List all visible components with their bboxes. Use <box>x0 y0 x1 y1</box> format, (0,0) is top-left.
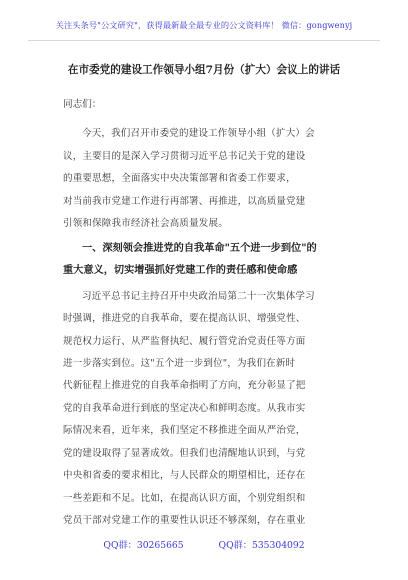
salutation: 同志们： <box>63 99 102 110</box>
paragraph-line: 中央和省委的要求相比，与人民群众的期望相比，还存在 <box>63 470 306 481</box>
paragraph-line: 引领和保障我市经济社会高质量发展。 <box>63 218 228 229</box>
section-heading-line: 重大意义，切实增强抓好党建工作的责任感和使命感 <box>63 264 298 276</box>
footer-qq-group-1: QQ群：30265665 <box>103 540 184 551</box>
paragraph-line: 议，主要目的是深入学习贯彻习近平总书记关于党的建设 <box>63 151 306 162</box>
header-divider <box>28 40 380 41</box>
footer <box>0 537 408 551</box>
paragraph-line: 今天，我们召开市委党的建设工作领导小组（扩大）会 <box>82 128 315 139</box>
paragraph-line: 党员干部对党建工作的重要性认识还不够深刻，存在重业 <box>63 515 306 526</box>
paragraph-line: 进一步落实到位。这"五个进一步到位"，为我们在新时 <box>63 358 296 369</box>
paragraph-line: 党的建设取得了显著成效。但我们也清醒地认识到，与党 <box>63 448 306 459</box>
paragraph-line: 规范权力运行、从严监督执纪、履行管党治党责任等方面 <box>63 336 306 347</box>
paragraph-line: 际情况来看，近年来，我们坚定不移推进全面从严治党， <box>63 425 306 436</box>
document-title: 在市委党的建设工作领导小组7月份（扩大）会议上的讲话 <box>67 64 341 76</box>
paragraph-line: 一些差距和不足。比如，在提高认识方面，个别党组织和 <box>63 493 306 504</box>
section-heading-line: 一、深刻领会推进党的自我革命"五个进一步到位"的 <box>82 242 317 254</box>
paragraph-line: 党的自我革命进行到底的坚定决心和鲜明态度。从我市实 <box>63 403 306 414</box>
paragraph-line: 的重要思想，全面落实中央决策部署和省委工作要求， <box>63 173 296 184</box>
paragraph-line: 代新征程上推进党的自我革命指明了方向，充分彰显了把 <box>63 380 306 391</box>
paragraph-line: 时强调，推进党的自我革命，要在提高认识、增强党性、 <box>63 313 306 324</box>
paragraph-line: 习近平总书记主持召开中央政治局第二十一次集体学习 <box>82 291 315 302</box>
header-banner: 关注头条号"公文研究"，获得最新最全最专业的公文资料库！ 微信：gongwenyj <box>55 20 353 30</box>
footer-qq-group-2: QQ群：535304092 <box>218 540 305 551</box>
paragraph-line: 对当前我市党建工作进行再部署、再推进，以高质量党建 <box>63 196 306 207</box>
